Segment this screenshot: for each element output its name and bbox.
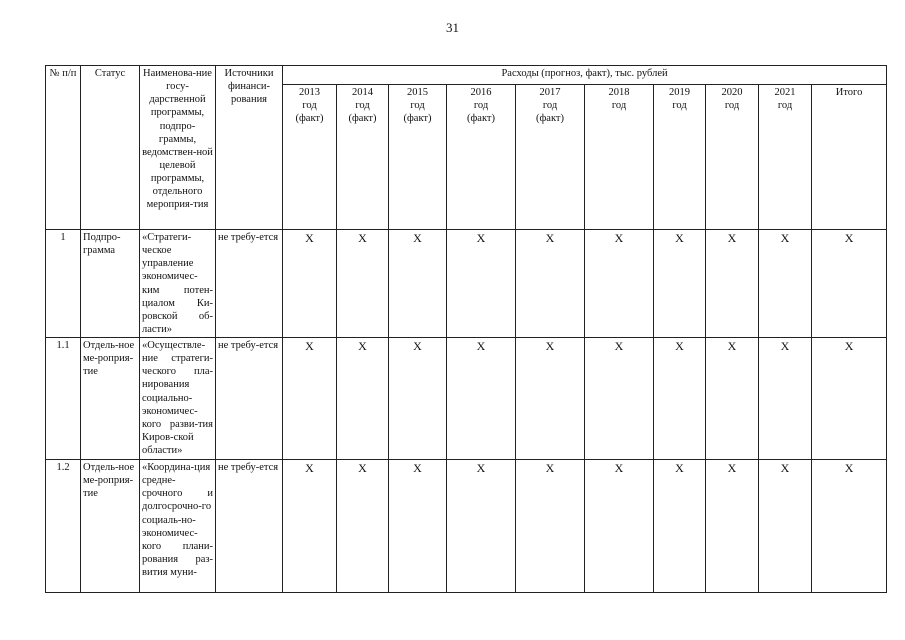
value-cell: X [283,230,337,338]
value-cell: X [759,338,812,460]
value-cell: X [283,338,337,460]
header-total: Итого [812,85,887,230]
value-cell: X [654,460,706,593]
year-label: 2017 [539,87,561,98]
value-cell: X [337,230,389,338]
year-header [585,85,654,230]
value-cell: X [706,460,759,593]
value-cell: X [585,338,654,460]
budget-table [45,65,887,593]
value-cell: X [654,338,706,460]
total-cell: X [812,230,887,338]
row-num: 1.2 [46,460,81,593]
value-cell: X [516,230,585,338]
year-label: 2015 [407,87,428,98]
year-label: 2013 [299,87,320,98]
year-header [337,85,389,230]
header-row-1 [46,66,887,85]
value-cell: X [516,460,585,593]
table-row [46,230,887,338]
row-name: «Осуществле-ние стратеги-ческого пла-нирования социально-экономичес-кого разви-тия Киров-ской области» [140,338,216,460]
row-name: «Координа-ция средне-срочного и долгосрочно-го социаль-но-экономичес-кого плани-рования раз-вития муни- [140,460,216,593]
value-cell: X [585,230,654,338]
header-source: Источники финанси-рования [216,66,283,230]
year-note: (факт) [348,113,377,125]
year-unit: год [672,100,687,112]
value-cell: X [706,230,759,338]
row-num: 1.1 [46,338,81,460]
value-cell: X [337,338,389,460]
year-header [447,85,516,230]
row-status: Отдель-ное ме-роприя-тие [81,338,140,460]
year-unit: год [355,100,370,112]
row-source: не требу-ется [216,460,283,593]
year-header [706,85,759,230]
year-note: (факт) [403,113,432,125]
row-name: «Стратеги-ческое управление экономичес-ким потен-циалом Ки-ровской об-ласти» [140,230,216,338]
year-label: 2019 [669,87,690,98]
year-header [654,85,706,230]
table-row [46,460,887,593]
value-cell: X [389,460,447,593]
year-header [389,85,447,230]
header-spending: Расходы (прогноз, факт), тыс. рублей [283,66,887,85]
table-row [46,338,887,460]
row-num: 1 [46,230,81,338]
year-label: 2021 [774,87,796,98]
header-status: Статус [81,66,140,230]
year-header [283,85,337,230]
value-cell: X [706,338,759,460]
value-cell: X [654,230,706,338]
header-name: Наименова-ние госу-дарственной программы, подпро-граммы, ведомствен-ной целевой программы, отдельного мероприя-тия [140,66,216,230]
total-cell: X [812,460,887,593]
value-cell: X [447,230,516,338]
value-cell: X [516,338,585,460]
page-number: 31 [446,20,459,35]
value-cell: X [389,230,447,338]
year-unit: год [724,100,740,112]
year-note: (факт) [535,113,564,125]
value-cell: X [337,460,389,593]
total-cell: X [812,338,887,460]
year-header [759,85,812,230]
value-cell: X [389,338,447,460]
year-unit: год [777,100,793,112]
header-num: № п/п [46,66,81,230]
year-unit: год [410,100,425,112]
year-unit: год [542,100,558,112]
year-label: 2014 [352,87,373,98]
year-unit: год [473,100,489,112]
value-cell: X [447,338,516,460]
value-cell: X [283,460,337,593]
value-cell: X [759,460,812,593]
row-status: Отдель-ное ме-роприя-тие [81,460,140,593]
year-note: (факт) [466,113,495,125]
year-label: 2020 [721,87,743,98]
year-header [516,85,585,230]
value-cell: X [585,460,654,593]
year-note: (факт) [295,113,324,125]
year-label: 2016 [470,87,492,98]
year-label: 2018 [608,87,630,98]
year-unit: год [302,100,317,112]
row-source: не требу-ется [216,230,283,338]
year-unit: год [611,100,627,112]
value-cell: X [447,460,516,593]
row-source: не требу-ется [216,338,283,460]
value-cell: X [759,230,812,338]
row-status: Подпро-грамма [81,230,140,338]
